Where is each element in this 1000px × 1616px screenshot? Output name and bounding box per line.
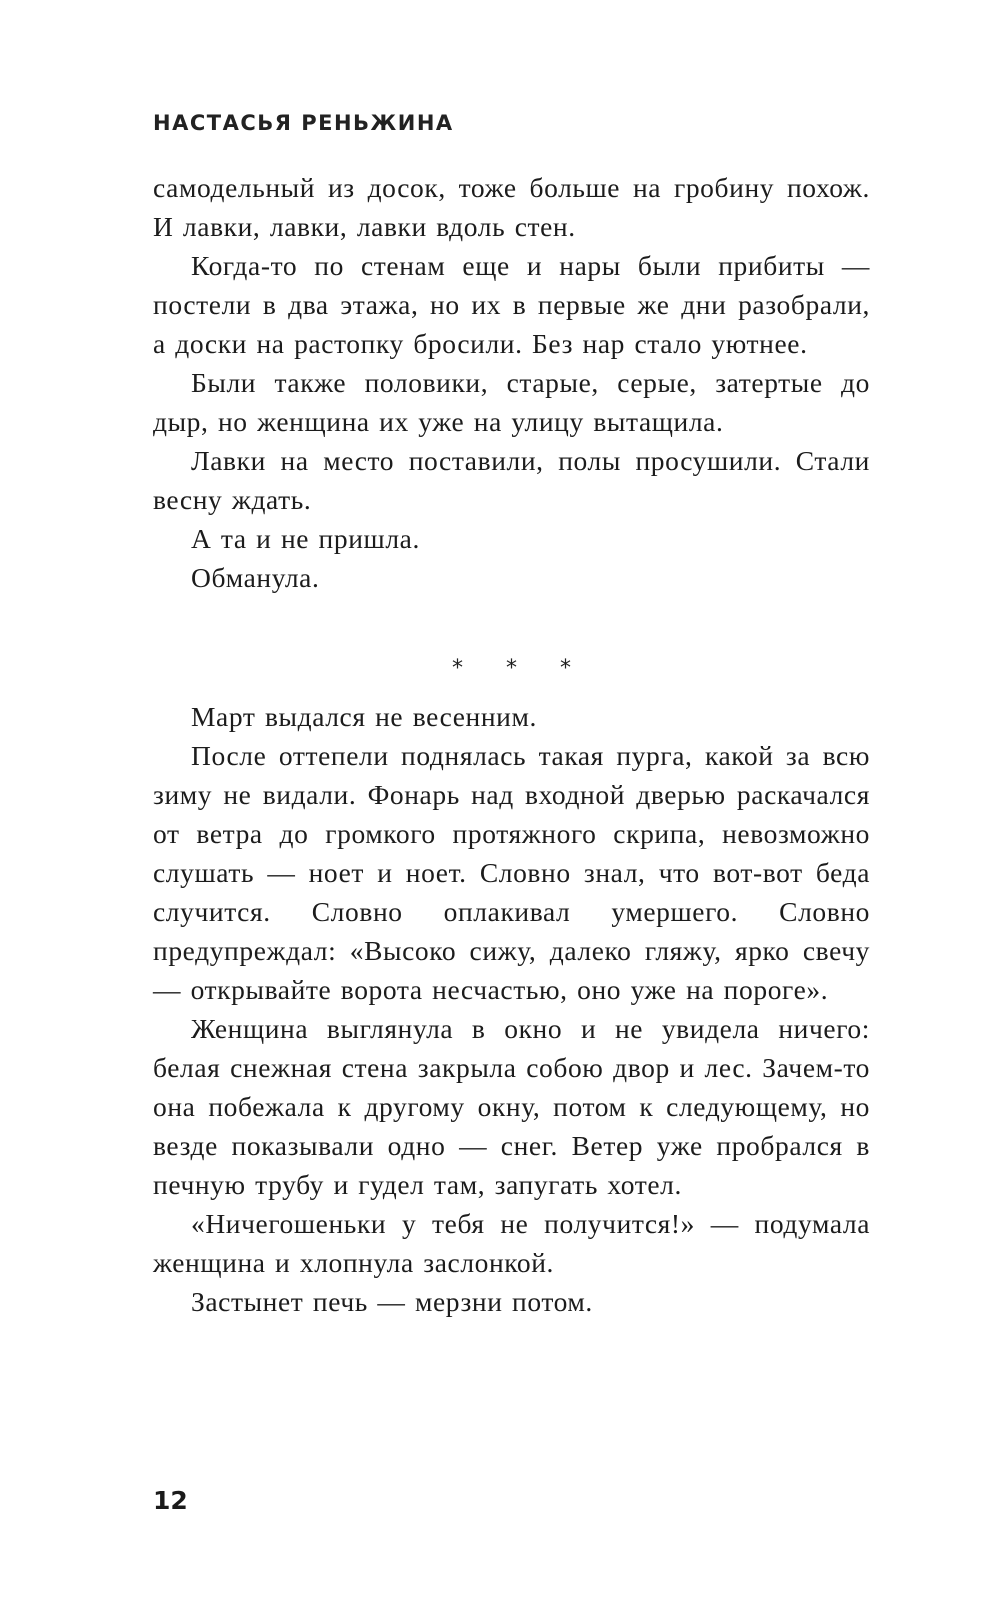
paragraph: А та и не пришла. [191, 523, 420, 554]
paragraph: Застынет печь — мерзни потом. [191, 1286, 593, 1317]
section-separator: * * * [452, 656, 589, 681]
paragraph: «Ничегошеньки у тебя не получится!» — подумала женщина и хлопнула заслонкой. [153, 1208, 870, 1278]
paragraph: Март выдался не весенним. [191, 701, 537, 732]
paragraph: Женщина выглянула в окно и не увидела ничего: белая снежная стена закрыла собою двор и лес. Зачем-то она побежала к другому окну, потом к следующему, но везде показывали одно — снег. Ветер уже пробрался в печную трубу и гудел там, запугать хотел. [153, 1013, 870, 1200]
paragraph: Были также половики, старые, серые, затертые до дыр, но женщина их уже на улицу вытащила. [153, 367, 870, 437]
paragraph: Когда-то по стенам еще и нары были прибиты — постели в два этажа, но их в первые же дни разобрали, а доски на растопку бросили. Без нар стало уютнее. [153, 250, 870, 359]
page-number: 12 [153, 1486, 188, 1515]
text-section-2 [153, 697, 870, 1321]
paragraph: Лавки на место поставили, полы просушили. Стали весну ждать. [153, 445, 870, 515]
paragraph: После оттепели поднялась такая пурга, какой за всю зиму не видали. Фонарь над входной дверью раскачался от ветра до громкого протяжного скрипа, невозможно слушать — ноет и ноет. Словно знал, что вот-вот беда случится. Словно оплакивал умершего. Словно предупреждал: «Высоко сижу, далеко гляжу, ярко свечу — открывайте ворота несчастью, оно уже на пороге». [153, 740, 870, 1005]
running-head-author: НАСТАСЬЯ РЕНЬЖИНА [153, 111, 454, 135]
text-section-1 [153, 168, 870, 597]
paragraph: самодельный из досок, тоже больше на гробину похож. И лавки, лавки, лавки вдоль стен. [153, 172, 870, 242]
paragraph: Обманула. [191, 562, 320, 593]
